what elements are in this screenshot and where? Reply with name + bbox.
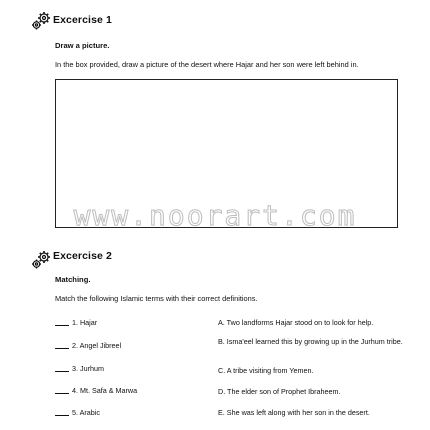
term-label: 4. Mt. Safa & Marwa — [72, 386, 138, 395]
definition-item: C. A tribe visiting from Yemen. — [218, 366, 314, 375]
term-row[interactable] — [55, 408, 100, 417]
definition-item: D. The elder son of Prophet Ibraheem. — [218, 387, 341, 396]
term-row[interactable] — [55, 364, 104, 373]
definition-item: A. Two landforms Hajar stood on to look for help. — [218, 318, 374, 327]
watermark: www.noorart.com — [73, 199, 357, 232]
term-row[interactable] — [55, 318, 97, 327]
term-label: 5. Arabic — [72, 408, 100, 417]
gears-icon — [30, 249, 52, 271]
exercise-1-instruction: In the box provided, draw a picture of the desert where Hajar and her son were left behind in. — [55, 60, 359, 69]
term-row[interactable] — [55, 341, 121, 350]
answer-blank[interactable] — [55, 415, 69, 416]
answer-blank[interactable] — [55, 371, 69, 372]
answer-blank[interactable] — [55, 325, 69, 326]
term-row[interactable] — [55, 386, 137, 395]
exercise-1-subtitle: Draw a picture. — [55, 41, 110, 50]
definition-item: E. She was left along with her son in the desert. — [218, 408, 370, 417]
exercise-2-instruction: Match the following Islamic terms with their correct definitions. — [55, 294, 258, 303]
term-label: 1. Hajar — [72, 318, 98, 327]
exercise-2-title: Excercise 2 — [53, 250, 112, 262]
gears-icon — [30, 10, 52, 32]
term-label: 3. Jurhum — [72, 364, 104, 373]
term-label: 2. Angel Jibreel — [72, 341, 122, 350]
exercise-2-subtitle: Matching. — [55, 275, 91, 284]
exercise-1-title: Excercise 1 — [53, 14, 112, 26]
answer-blank[interactable] — [55, 393, 69, 394]
answer-blank[interactable] — [55, 348, 69, 349]
definition-item: B. Isma'eel learned this by growing up in the Jurhum tribe. — [218, 337, 403, 346]
